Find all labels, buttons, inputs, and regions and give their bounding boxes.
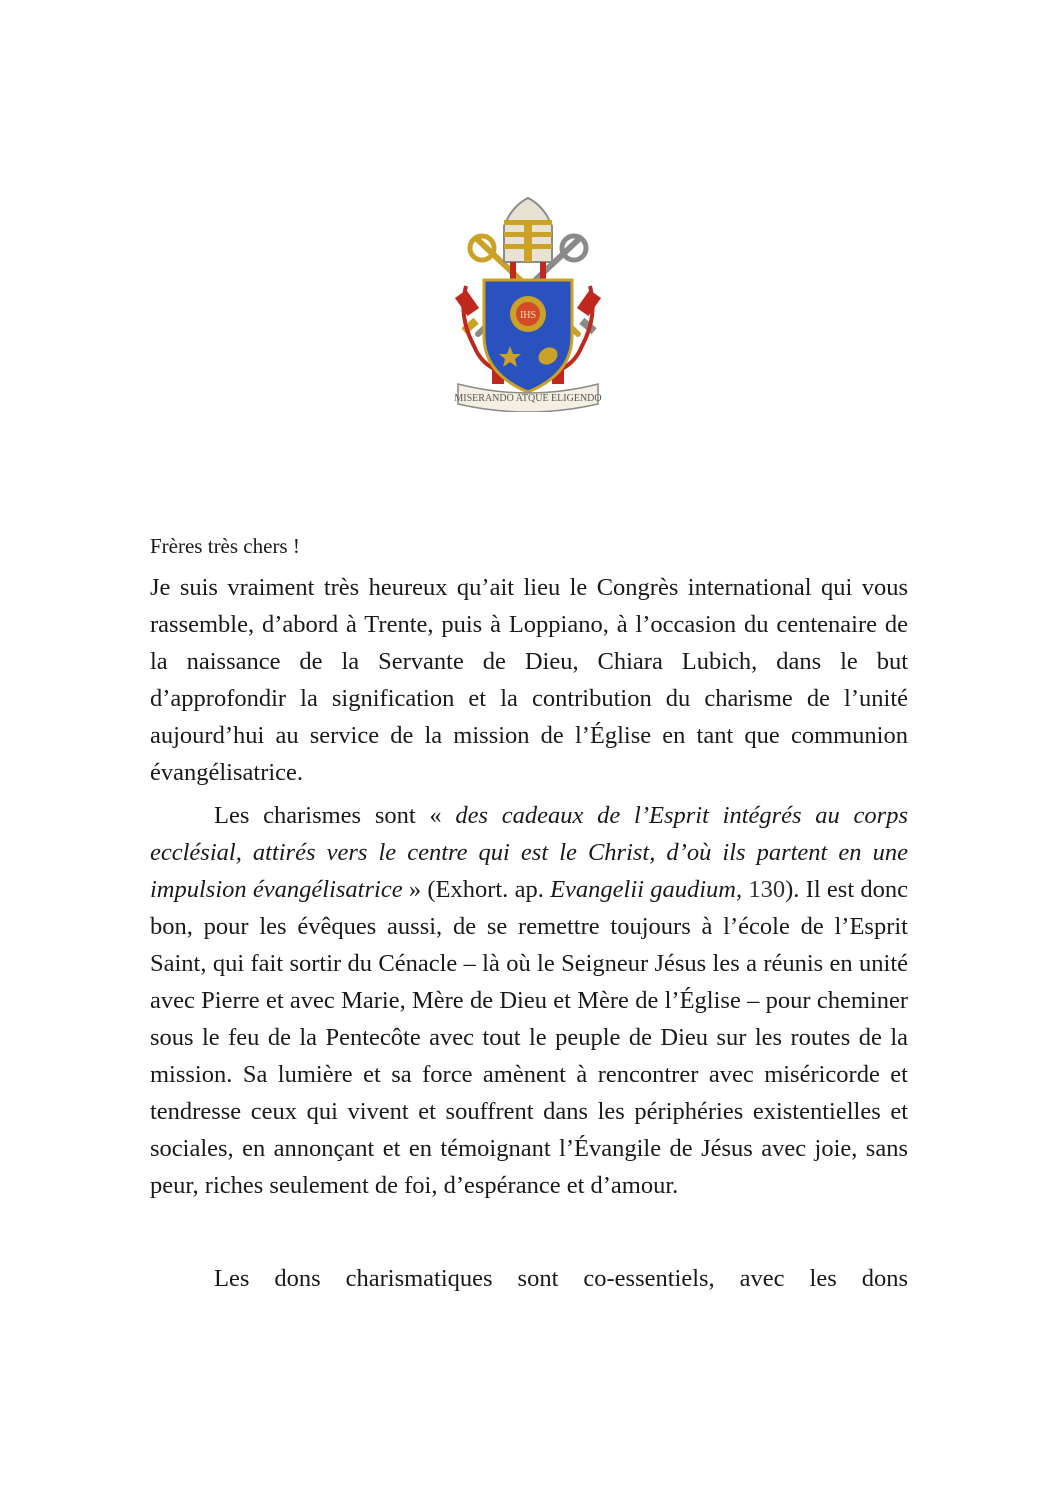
svg-text:MISERANDO ATQUE ELIGENDO: MISERANDO ATQUE ELIGENDO <box>454 393 602 404</box>
p2-rest: ). Il est donc bon, pour les évêques aussi, de se remettre toujours à l’école de l’Esprit Saint, qui fait sortir du Cénacle – là où le Seigneur Jésus les a réunis en unité avec Pierre et avec Marie, Mère de Dieu et Mère de l’Église – pour cheminer sous le feu de la Pentecôte avec tout le peuple de Dieu sur les routes de la mission. Sa lumière et sa force amènent à rencontrer avec miséricorde et tendresse ceux qui vivent et souffrent dans les périphéries existentielles et sociales, en annonçant et en témoignant l’Évangile de Jésus avec joie, sans peur, riches seulement de foi, d’espérance et d’amour. <box>150 876 909 1199</box>
paragraph-2 <box>150 797 908 1204</box>
p2-ref-number: 130 <box>742 876 786 903</box>
mitre-icon <box>504 198 552 284</box>
p2-after-quote: » (Exhort. ap. <box>402 876 551 903</box>
paragraph-3: Les dons charismatiques sont co-essentiels, avec les dons <box>214 1265 908 1292</box>
p2-quote: des cadeaux de l’Esprit intégrés au corps ecclésial, attirés vers le centre qui est le Christ, d’où ils partent en une impulsion évangélisatrice <box>150 802 908 903</box>
letter-body <box>150 528 908 1297</box>
salutation: Frères très chers ! <box>150 534 300 558</box>
svg-text:IHS: IHS <box>519 310 537 321</box>
sun-monogram-icon <box>510 296 546 332</box>
papal-coat-of-arms <box>452 196 604 412</box>
p2-lead: Les charismes sont « <box>214 802 456 829</box>
paragraph-1: Je suis vraiment très heureux qu’ait lieu le Congrès international qui vous rassemble, d’abord à Trente, puis à Loppiano, à l’occasion du centenaire de la naissance de la Servante de Dieu, Chiara Lubich, dans le but d’approfondir la signification et la contribution du charisme de l’unité aujourd’hui au service de la mission de l’Église en tant que communion évangélisatrice. <box>150 574 908 786</box>
p2-work-title: Evangelii gaudium, <box>550 876 743 903</box>
